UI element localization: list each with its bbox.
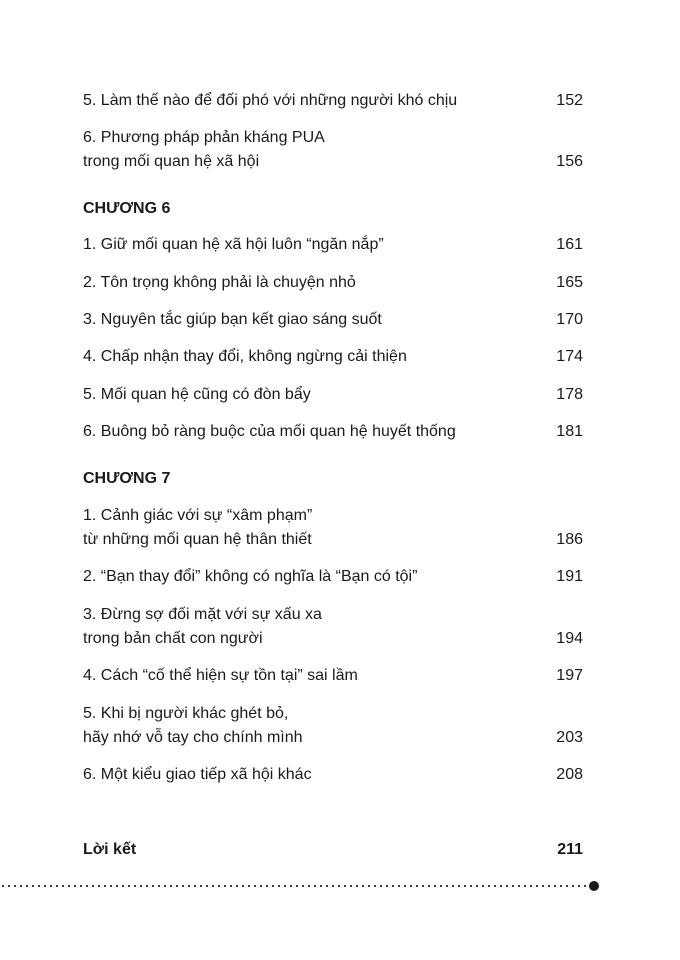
entry-title: 2. Tôn trọng không phải là chuyện nhỏ [83,274,356,291]
entry-page: 178 [556,386,583,403]
entry-page: 191 [556,568,583,585]
toc-entry [83,271,583,295]
entry-title: trong mối quan hệ xã hội [83,153,260,170]
toc-entry-epilogue [83,838,583,862]
epilogue-title: Lời kết [83,841,137,858]
entry-title: 5. Mối quan hệ cũng có đòn bẩy [83,386,311,403]
toc-entry [83,308,583,332]
entry-title: 4. Chấp nhận thay đổi, không ngừng cải thiện [83,348,407,365]
entry-title: 6. Một kiểu giao tiếp xã hội khác [83,766,312,783]
entry-page: 161 [556,236,583,253]
entry-title: 4. Cách “cố thể hiện sự tồn tại” sai lầm [83,667,358,684]
entry-title: 6. Buông bỏ ràng buộc của mối quan hệ huyết thống [83,423,456,440]
entry-title: 3. Đừng sợ đối mặt với sự xấu xa [83,606,322,623]
entry-title: 5. Làm thế nào để đối phó với những người khó chịu [83,92,458,109]
chapter-heading: CHƯƠNG 7 [83,470,171,487]
entry-page: 170 [556,311,583,328]
entry-title: 6. Phương pháp phản kháng PUA [83,129,325,146]
toc-entry [83,664,583,688]
entry-title: 2. “Bạn thay đổi” không có nghĩa là “Bạn có tội” [83,568,418,585]
divider-end-dot [589,881,599,891]
entry-title: trong bản chất con người [83,630,263,647]
toc-entry [83,420,583,444]
entry-title: hãy nhớ vỗ tay cho chính mình [83,729,303,746]
toc-entry [83,504,583,552]
toc-entry [83,603,583,651]
entry-page: 203 [556,729,583,746]
entry-title: 5. Khi bị người khác ghét bỏ, [83,705,289,722]
toc-entry [83,702,583,750]
entry-page: 181 [556,423,583,440]
toc-entry [83,345,583,369]
entry-page: 197 [556,667,583,684]
entry-page: 152 [556,92,583,109]
toc-entry [83,565,583,589]
epilogue-page: 211 [557,841,583,858]
entry-title: 1. Giữ mối quan hệ xã hội luôn “ngăn nắp” [83,236,384,253]
toc-entry [83,763,583,787]
entry-page: 165 [556,274,583,291]
entry-page: 174 [556,348,583,365]
toc-entry [83,383,583,407]
entry-page: 186 [556,531,583,548]
entry-title: từ những mối quan hệ thân thiết [83,531,312,548]
toc-entry [83,89,583,113]
chapter-heading: CHƯƠNG 6 [83,200,171,217]
entry-title: 1. Cảnh giác với sự “xâm phạm” [83,507,313,524]
entry-title: 3. Nguyên tắc giúp bạn kết giao sáng suốt [83,311,382,328]
entry-page: 194 [556,630,583,647]
entry-page: 208 [556,766,583,783]
toc-entry [83,126,583,174]
dotted-divider [0,884,590,888]
toc-entry [83,233,583,257]
entry-page: 156 [556,153,583,170]
